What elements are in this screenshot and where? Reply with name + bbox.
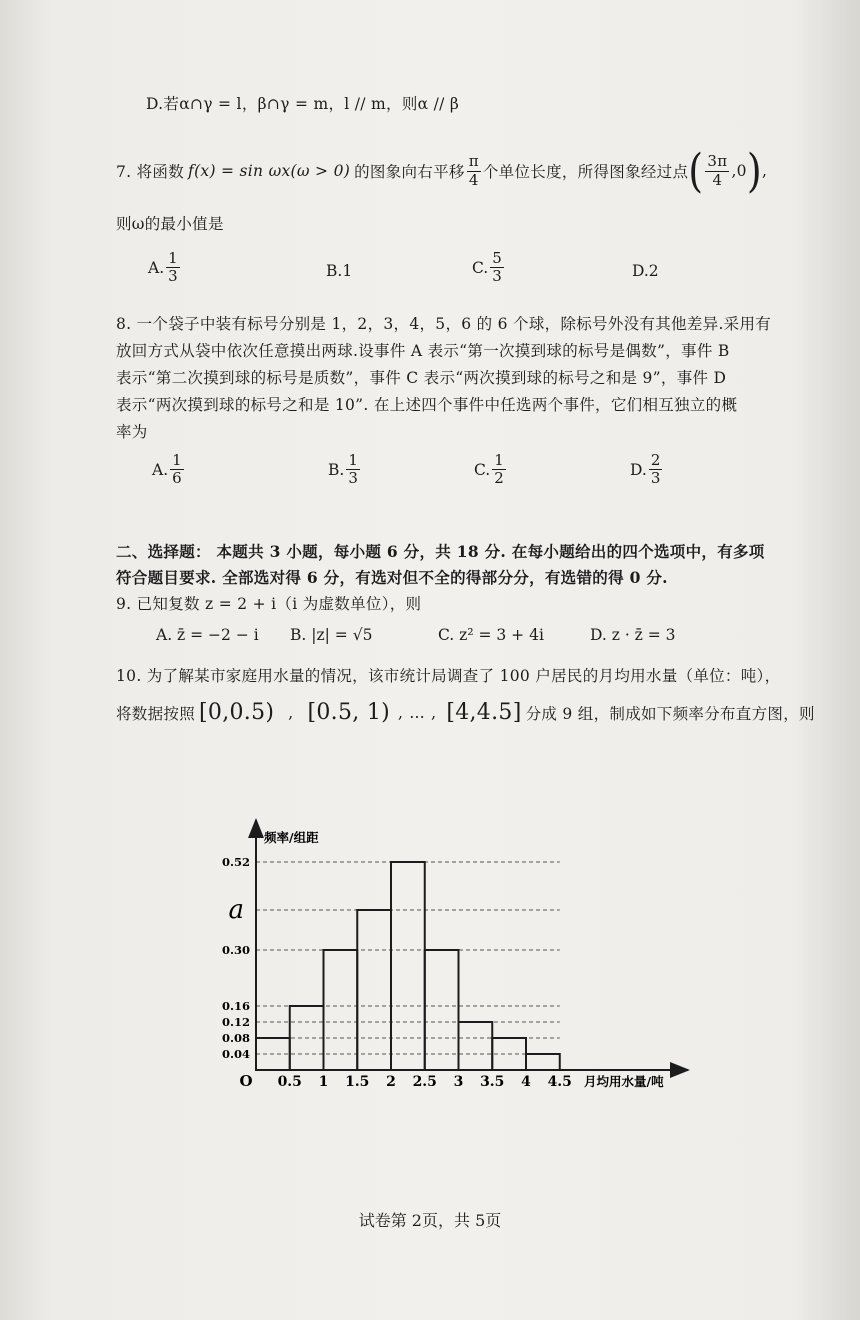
q10-line1: 10. 为了解某市家庭用水量的情况，该市统计局调查了 100 户居民的月均用水量（单位：吨）， [116, 667, 781, 685]
histogram-bar [526, 1054, 560, 1070]
q7-point-den: 4 [712, 170, 723, 189]
x-tick-label: 1 [318, 1074, 329, 1090]
q7-shift-den: 4 [468, 170, 479, 189]
q10-line2-a: 将数据按照 [116, 704, 196, 723]
q7-stem: 7. 将函数 f(x) = sin ωx(ω > 0) 的图象向右平移 $\frac{\pi}{4}$ 个单位长度，所得图象经过点 ( $\frac{3\pi}{4}$ ,0 ) , [116, 144, 768, 198]
q7-point-fraction [705, 153, 729, 189]
q9-stem: 9. 已知复数 z = 2 + i（i 为虚数单位），则 [116, 595, 422, 613]
x-tick-label: 2 [386, 1074, 396, 1090]
q8-option-c-fraction [492, 452, 506, 488]
section2-line1: 二、选择题： 本题共 3 小题，每小题 6 分，共 18 分. 在每小题给出的四个选项中，有多项 [116, 542, 765, 561]
q10-interval1: [0,0.5) [199, 700, 275, 725]
q8-option-a-num: 1 [172, 451, 182, 469]
q8-option-d [630, 452, 664, 488]
q8-option-c-label: C. [474, 460, 491, 479]
q7-option-c-label: C. [472, 258, 489, 277]
q7-option-a-num: 1 [168, 249, 178, 267]
q8-option-a-den: 6 [172, 469, 182, 488]
q10-line2-b: 分成 9 组，制成如下频率分布直方图，则 [525, 704, 815, 723]
x-tick-label: 4.5 [547, 1074, 572, 1090]
q9-option-b: B. |z| = √5 [290, 626, 373, 644]
q10-ellipsis: … [409, 703, 426, 722]
x-tick-label: 2.5 [412, 1074, 437, 1090]
q8-option-a-fraction [170, 452, 184, 488]
x-tick-label: 0.5 [277, 1074, 302, 1090]
q7-shift-num: π [468, 152, 479, 171]
origin-label: O [239, 1072, 253, 1090]
q7-option-a [148, 250, 182, 286]
q7-line2: 则ω的最小值是 [116, 215, 224, 233]
x-tick-label: 4 [521, 1074, 531, 1090]
section2-line2: 符合题目要求. 全部选对得 6 分，有选对但不全的得部分分，有选错的得 0 分. [116, 568, 668, 587]
q7-option-c-den: 3 [492, 267, 502, 286]
y-tick-label: 0.16 [221, 999, 250, 1013]
x-axis-title: 月均用水量/吨 [584, 1074, 664, 1089]
y-tick-label: 0.30 [221, 943, 250, 957]
histogram-bar [425, 950, 459, 1070]
q7-point-num: 3π [707, 152, 728, 171]
q8-option-b [328, 452, 362, 488]
q7-option-a-label: A. [148, 258, 165, 277]
q8-line4: 表示“两次摸到球的标号之和是 10”. 在上述四个事件中任选两个事件，它们相互独立的概 [116, 396, 738, 414]
y-tick-label: 0.52 [221, 855, 250, 869]
q7-point-y: ,0 [731, 162, 747, 180]
y-tick-label: a [228, 895, 244, 925]
q8-option-b-fraction [346, 452, 360, 488]
q8-option-d-num: 2 [650, 451, 661, 469]
q9-option-a: A. z̄ = −2 − i [156, 626, 259, 644]
q7-formula: f(x) = sin ωx(ω > 0) [188, 162, 351, 180]
frequency-histogram [200, 800, 720, 1110]
q7-option-c-num: 5 [492, 249, 502, 267]
q8-option-d-fraction [649, 452, 663, 488]
y-axis-title: 频率/组距 [264, 830, 319, 845]
page-footer: 试卷第 2页，共 5页 [358, 1211, 502, 1230]
q8-option-a-label: A. [152, 460, 169, 479]
q8-line3: 表示“第二次摸到球的标号是质数”，事件 C 表示“两次摸到球的标号之和是 9”，事件 D [116, 369, 727, 387]
q8-option-d-den: 3 [650, 469, 661, 488]
q7-option-c [472, 250, 506, 286]
q7-text-a: 7. 将函数 [116, 163, 185, 181]
q8-option-c [474, 452, 508, 488]
q7-option-a-fraction [166, 250, 180, 286]
q8-option-b-num: 1 [348, 451, 358, 469]
q7-shift-fraction [467, 153, 481, 189]
q7-option-a-den: 3 [168, 267, 178, 286]
q7-text-b: 的图象向右平移 [354, 163, 465, 181]
q7-left-paren: ( [688, 144, 704, 198]
q10-line2: 将数据按照 [0,0.5) , [0.5, 1) , … , [4,4.5] 分成 9 组，制成如下频率分布直方图，则 [116, 700, 815, 725]
q9-option-d: D. z · z̄ = 3 [590, 626, 676, 644]
q8-option-d-label: D. [630, 460, 647, 479]
histogram-bar [459, 1022, 493, 1070]
y-tick-label: 0.12 [221, 1015, 250, 1029]
q9-option-c: C. z² = 3 + 4i [438, 626, 544, 644]
histogram-bar [391, 862, 425, 1070]
histogram-bar [324, 950, 358, 1070]
y-tick-label: 0.04 [221, 1047, 250, 1061]
q6-option-d: D.若α∩γ = l，β∩γ = m，l // m，则α // β [146, 95, 460, 113]
histogram-bar [357, 910, 391, 1070]
q10-interval3: [4,4.5] [446, 700, 522, 725]
q7-right-paren: ) [746, 144, 762, 198]
q8-option-c-num: 1 [494, 451, 504, 469]
q7-text-c: 个单位长度，所得图象经过点 [482, 163, 689, 181]
q8-option-c-den: 2 [494, 469, 504, 488]
q8-line5: 率为 [116, 423, 148, 441]
q8-line1: 8. 一个袋子中装有标号分别是 1，2，3，4，5，6 的 6 个球，除标号外没有其他差异.采用有 [116, 315, 772, 333]
q7-option-d: D.2 [632, 262, 659, 280]
q7-option-c-fraction [490, 250, 504, 286]
y-tick-label: 0.08 [221, 1031, 250, 1045]
x-tick-label: 3 [453, 1074, 464, 1090]
q8-line2: 放回方式从袋中依次任意摸出两球.设事件 A 表示“第一次摸到球的标号是偶数”，事件 B [116, 342, 730, 360]
q7-option-b: B.1 [326, 262, 353, 280]
q8-option-b-den: 3 [348, 469, 358, 488]
x-tick-label: 1.5 [345, 1074, 370, 1090]
x-tick-label: 3.5 [480, 1074, 505, 1090]
q8-option-b-label: B. [328, 460, 345, 479]
q10-interval2: [0.5, 1) [307, 700, 391, 725]
q8-option-a [152, 452, 186, 488]
